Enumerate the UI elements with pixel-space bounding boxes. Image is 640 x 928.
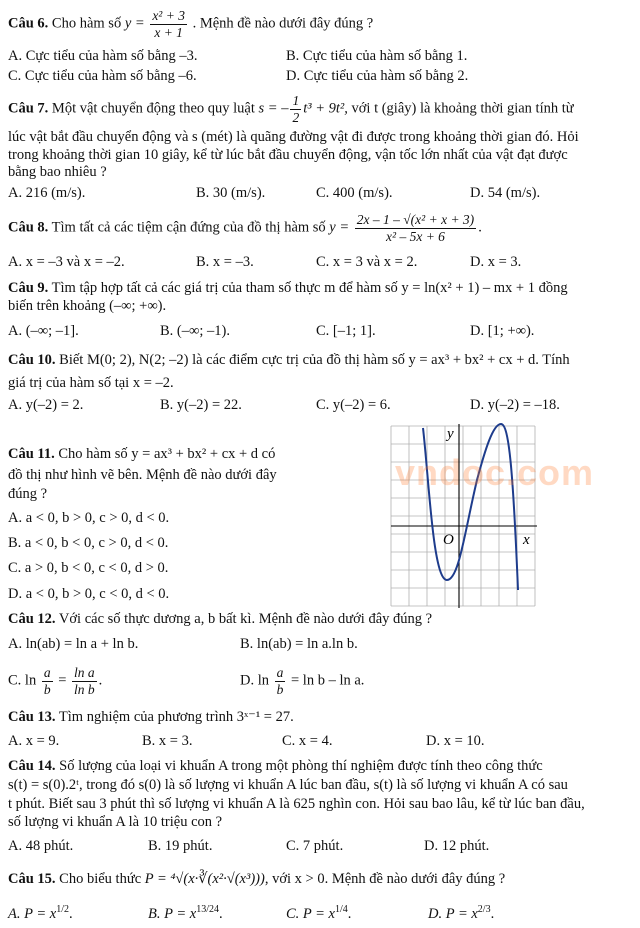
q15-b-post: . [218,905,223,922]
q15-stem-post: , với x > 0. Mệnh đề nào dưới đây đúng ? [264,871,506,887]
q11-label: Câu 11. [8,446,55,462]
q7-line1 [8,93,574,125]
q12-c-end: . [98,672,103,689]
q6-stem-post: . Mệnh đề nào dưới đây đúng ? [192,15,374,32]
q14-option-b[interactable]: B. 19 phút. [148,838,213,854]
q6-option-a[interactable]: A. Cực tiểu của hàm số bằng –3. [8,48,198,64]
q15-option-c[interactable] [286,904,351,923]
q10-option-a[interactable]: A. y(–2) = 2. [8,397,84,413]
q7-line1-post: với t (giây) là khoảng thời gian tính từ [351,100,574,117]
q12-label: Câu 12. [8,611,56,627]
q6-fn-num: x² + 3 [152,8,185,23]
q15-d-pre: D. P = x [428,905,478,922]
q12-option-b[interactable]: B. ln(ab) = ln a.ln b. [240,636,358,652]
q9-line1-text: Tìm tập hợp tất cả các giá trị của tham số thực m để hàm số y = ln(x² + 1) – mx + 1 đồng [51,280,568,296]
q7-label: Câu 7. [8,100,49,117]
q15-option-d[interactable] [428,904,494,923]
q15-a-pre: A. P = x [8,905,57,922]
q15-option-b[interactable] [148,904,223,923]
q8-fn-lhs: y = [329,219,350,236]
q7-line3: trong khoảng thời gian 10 giây, kể từ lúc bắt đầu chuyển động, vận tốc lớn nhất của vật đạt được [8,147,568,163]
q12-option-d[interactable] [240,665,364,697]
q12-d-fnum: a [276,665,284,680]
q15-b-exp: 13/24 [196,904,219,915]
q12-option-c[interactable] [8,665,102,697]
q12-c-rnum: ln a [74,665,95,680]
q11-option-b[interactable]: B. a < 0, b < 0, c > 0, d < 0. [8,535,169,551]
q8-option-b[interactable]: B. x = –3. [196,254,254,270]
q15-label: Câu 15. [8,871,56,887]
q7-line1-pre: Một vật chuyển động theo quy luật [51,100,255,117]
q8-option-a[interactable]: A. x = –3 và x = –2. [8,254,125,270]
q7-line4: bằng bao nhiêu ? [8,164,107,180]
q9-line2: biến trên khoảng (–∞; +∞). [8,298,167,314]
q8-fraction [355,212,476,244]
q11-option-c[interactable]: C. a > 0, b < 0, c < 0, d > 0. [8,560,169,576]
q8-stem-text: Tìm tất cả các tiệm cận đứng của đồ thị hàm số [51,219,326,236]
q12-c-right-frac [72,665,97,697]
q7-option-b[interactable]: B. 30 (m/s). [196,185,266,201]
q10-line1-text: Biết M(0; 2), N(2; –2) là các điểm cực trị của đồ thị hàm số y = ax³ + bx² + cx + d. Tính [59,352,570,368]
q12-c-fden: b [43,681,51,697]
q6-option-d[interactable]: D. Cực tiểu của hàm số bằng 2. [286,68,469,84]
q7-formula-rhs: t³ + 9t², [303,100,348,117]
graph-origin-label: O [443,532,454,548]
q7-formula-num: 1 [292,93,300,108]
watermark: vndoc.com [395,452,595,493]
q11-option-d[interactable]: D. a < 0, b > 0, c < 0, d < 0. [8,586,170,602]
q14-line4: số lượng vi khuẩn A là 10 triệu con ? [8,814,223,830]
graph-x-label: x [523,532,530,548]
q11-graph [385,420,540,610]
q7-option-a[interactable]: A. 216 (m/s). [8,185,86,201]
q15-d-exp: 2/3 [477,904,491,915]
q9-label: Câu 9. [8,280,49,296]
q8-stem: Câu 8. Tìm tất cả các tiệm cận đứng của đồ thị hàm số y = $\frac{\text{2x – 1 – √(x² + x + 3)}}{\text{x² – 5x + 6}}$ . [8,212,482,244]
q15-d-post: . [490,905,495,922]
q6-fn-den: x + 1 [154,24,183,40]
q15-c-pre: C. P = x [286,905,335,922]
q13-option-a[interactable]: A. x = 9. [8,733,60,749]
q8-option-c[interactable]: C. x = 3 và x = 2. [316,254,418,270]
q11-option-a[interactable]: A. a < 0, b > 0, c > 0, d < 0. [8,510,170,526]
q13-stem [8,709,294,726]
q8-option-d[interactable]: D. x = 3. [470,254,522,270]
q12-stem [8,611,432,628]
q13-option-b[interactable]: B. x = 3. [142,733,193,749]
q9-option-c[interactable]: C. [–1; 1]. [316,323,376,339]
q6-stem [8,8,373,40]
q12-stem-text: Với các số thực dương a, b bất kì. Mệnh đề nào dưới đây đúng ? [58,611,433,627]
q13-stem-text: Tìm nghiệm của phương trình 3ˣ⁻¹ = 27. [58,709,294,725]
q15-expression: P = ⁴√(x·∛(x²·√(x³))) [144,871,265,887]
q11-line1-text: Cho hàm số y = ax³ + bx² + cx + d có [58,446,276,462]
q12-d-frac [275,665,286,697]
q15-c-post: . [347,905,352,922]
q15-a-exp: 1/2 [56,904,69,915]
q12-d-end: = ln b – ln a. [291,672,365,689]
q14-line3: t phút. Biết sau 3 phút thì số lượng vi khuẩn A là 625 nghìn con. Hỏi sau bao lâu, kể từ lúc ban đầu, [8,796,585,812]
q12-d-label: D. ln [240,672,269,689]
q13-option-c[interactable]: C. x = 4. [282,733,333,749]
q12-d-fden: b [276,681,284,697]
q7-option-c[interactable]: C. 400 (m/s). [316,185,393,201]
q7-line2: lúc vật bắt đầu chuyển động và s (mét) là quãng đường vật đi được trong khoảng thời gian đó. Hỏi [8,129,579,145]
q8-fn-num: 2x – 1 – √(x² + x + 3) [356,212,475,227]
q9-option-b[interactable]: B. (–∞; –1). [160,323,230,339]
q10-label: Câu 10. [8,352,56,368]
q6-stem-pre: Cho hàm số [51,15,122,32]
q6-fraction [150,8,187,40]
q10-line2: giá trị của hàm số tại x = –2. [8,375,174,391]
q15-stem-pre: Cho biểu thức [59,871,142,887]
q11-line1 [8,446,275,463]
q6-option-c[interactable]: C. Cực tiểu của hàm số bằng –6. [8,68,197,84]
q8-fn-den: x² – 5x + 6 [386,228,445,244]
q6-option-b[interactable]: B. Cực tiểu của hàm số bằng 1. [286,48,468,64]
q12-option-a[interactable]: A. ln(ab) = ln a + ln b. [8,636,139,652]
q7-fraction [290,93,301,125]
q12-c-fnum: a [43,665,51,680]
q14-line1 [8,758,543,775]
q11-line3: đúng ? [8,486,48,502]
q9-option-d[interactable]: D. [1; +∞). [470,323,535,339]
q15-stem [8,871,505,888]
q14-option-d[interactable]: D. 12 phút. [424,838,490,854]
q7-formula-den: 2 [292,109,300,125]
q14-line1-text: Số lượng của loại vi khuẩn A trong một phòng thí nghiệm được tính theo công thức [59,758,543,774]
q15-c-exp: 1/4 [335,904,348,915]
q8-label: Câu 8. [8,219,49,236]
q12-c-rden: ln b [74,681,95,697]
q7-formula-lhs: s = – [258,100,289,117]
q9-option-a[interactable]: A. (–∞; –1]. [8,323,79,339]
q12-c-eq: = [58,672,67,689]
q11-line2: đồ thị như hình vẽ bên. Mệnh đề nào dưới đây [8,467,277,483]
q10-option-c[interactable]: C. y(–2) = 6. [316,397,391,413]
q14-option-a[interactable]: A. 48 phút. [8,838,74,854]
cubic-curve [423,424,518,590]
q14-option-c[interactable]: C. 7 phút. [286,838,344,854]
q6-label: Câu 6. [8,15,49,32]
q10-option-d[interactable]: D. y(–2) = –18. [470,397,560,413]
q10-line1 [8,352,570,369]
q12-c-left-frac [42,665,53,697]
q14-line2: s(t) = s(0).2ᵗ, trong đó s(0) là số lượng vi khuẩn A lúc ban đầu, s(t) là số lượng vi khuẩn A có sau [8,777,568,793]
q15-a-post: . [68,905,73,922]
q12-c-label: C. ln [8,672,37,689]
graph-y-label: y [447,426,454,442]
q15-option-a[interactable] [8,904,73,923]
q6-fn-lhs: y = [124,15,145,32]
q13-label: Câu 13. [8,709,56,725]
q13-option-d[interactable]: D. x = 10. [426,733,485,749]
q10-option-b[interactable]: B. y(–2) = 22. [160,397,242,413]
q7-option-d[interactable]: D. 54 (m/s). [470,185,541,201]
q9-line1 [8,280,568,297]
q14-label: Câu 14. [8,758,56,774]
q15-b-pre: B. P = x [148,905,197,922]
